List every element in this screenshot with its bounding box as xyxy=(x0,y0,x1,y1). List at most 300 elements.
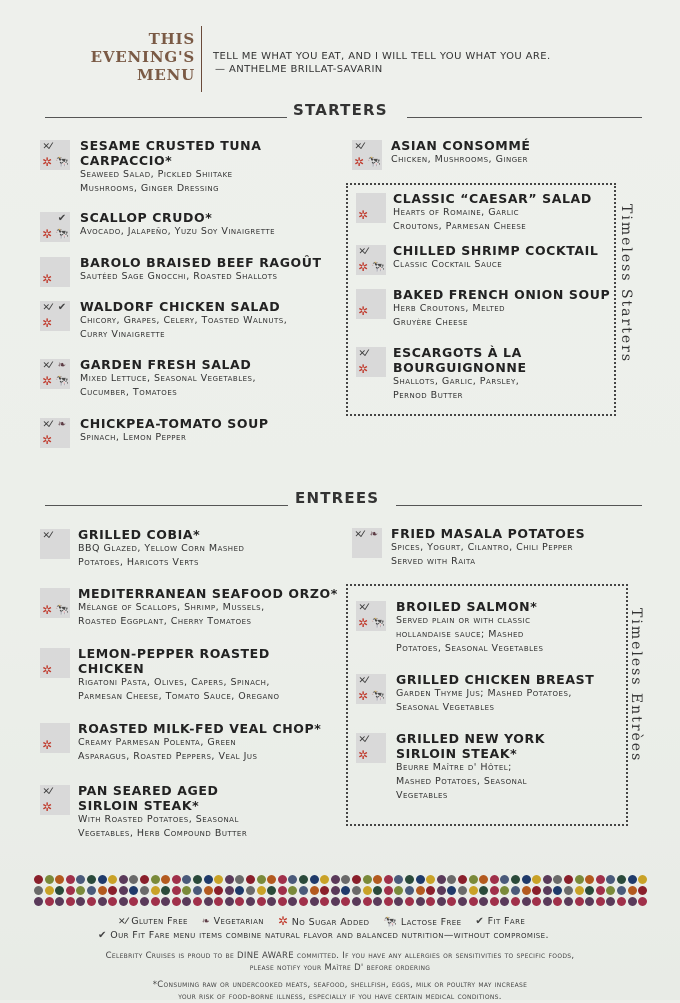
decorative-dot xyxy=(500,897,509,906)
decorative-dot xyxy=(204,875,213,884)
decorative-dot xyxy=(151,897,160,906)
menu-item-description: Chicken, Mushrooms, Ginger xyxy=(391,154,528,165)
menu-item-description: Parmesan Cheese, Tomato Sauce, Oregano xyxy=(78,691,280,702)
decorative-dot xyxy=(108,897,117,906)
menu-item-title: PAN SEARED AGED xyxy=(78,783,219,798)
decorative-dot xyxy=(469,897,478,906)
menu-item-description: Seaweed Salad, Pickled Shiitake xyxy=(80,169,233,180)
decorative-dot xyxy=(288,897,297,906)
decorative-dot xyxy=(288,886,297,895)
warning-line-1: *Consuming raw or undercooked meats, seafood, shellfish, eggs, milk or poultry may increase xyxy=(152,980,528,990)
decorative-dot xyxy=(246,886,255,895)
decorative-dot xyxy=(140,897,149,906)
decorative-dot xyxy=(458,897,467,906)
dietary-icons xyxy=(40,359,70,389)
menu-item-text xyxy=(391,138,651,167)
no-sugar-icon: ✲ xyxy=(41,374,53,388)
decorative-dot xyxy=(437,897,446,906)
decorative-dot xyxy=(66,886,75,895)
cow-icon: 🐄 xyxy=(371,616,385,629)
title-line-1: THIS xyxy=(148,30,195,48)
menu-item-title: BAROLO BRAISED BEEF RAGOÛT xyxy=(80,255,322,270)
no-sugar-icon: ✲ xyxy=(41,433,53,447)
decorative-dot xyxy=(161,897,170,906)
menu-item-text xyxy=(80,357,340,400)
decorative-dot xyxy=(405,897,414,906)
decorative-dot xyxy=(628,897,637,906)
dietary-icons xyxy=(352,528,382,558)
starters-rule-right xyxy=(407,117,642,118)
menu-item-text xyxy=(80,138,340,196)
decorative-dot xyxy=(373,875,382,884)
no-sugar-icon: ✲ xyxy=(357,689,369,703)
decorative-dot xyxy=(235,897,244,906)
decorative-dot xyxy=(469,875,478,884)
dietary-icons xyxy=(356,733,386,763)
decorative-dot xyxy=(479,875,488,884)
menu-item-text xyxy=(393,287,653,330)
menu-item-description: Creamy Parmesan Polenta, Green xyxy=(78,737,237,748)
menu-item-text xyxy=(78,646,338,704)
menu-item-description: BBQ Glazed, Yellow Corn Mashed xyxy=(78,543,245,554)
decorative-dot xyxy=(638,875,647,884)
decorative-dot xyxy=(299,886,308,895)
decorative-dot xyxy=(606,886,615,895)
decorative-dot xyxy=(458,875,467,884)
gluten-free-icon: ✕⁄ xyxy=(354,530,364,540)
starters-rule-left xyxy=(45,117,287,118)
decorative-dot xyxy=(193,875,202,884)
dietary-icons xyxy=(356,674,386,704)
legend-gluten-free-label: Gluten Free xyxy=(131,915,188,927)
decorative-dot xyxy=(129,897,138,906)
gluten-free-icon: ✕⁄ xyxy=(42,420,52,430)
decorative-dot xyxy=(384,875,393,884)
decorative-dot xyxy=(522,886,531,895)
title-line-2: EVENING'S xyxy=(90,48,195,66)
decorative-dot xyxy=(66,897,75,906)
legend-row xyxy=(118,914,618,928)
menu-item-description: Mélange of Scallops, Shrimp, Mussels, xyxy=(78,602,265,613)
decorative-dot xyxy=(34,886,43,895)
menu-item-text xyxy=(78,783,338,841)
dietary-icons xyxy=(40,723,70,753)
decorative-dot xyxy=(511,886,520,895)
timeless-entrees-label: Timeless Entrèes xyxy=(628,608,644,763)
no-sugar-icon: ✲ xyxy=(41,738,53,752)
menu-item-description: Served with Raita xyxy=(391,556,476,567)
decorative-dot xyxy=(522,875,531,884)
decorative-dot xyxy=(553,886,562,895)
dietary-icons xyxy=(40,785,70,815)
decorative-dot xyxy=(119,875,128,884)
decorative-dot xyxy=(161,875,170,884)
decorative-dot xyxy=(225,897,234,906)
decorative-dot xyxy=(426,875,435,884)
menu-item-description: Spinach, Lemon Pepper xyxy=(80,432,187,443)
menu-item-title: GARDEN FRESH SALAD xyxy=(80,357,252,372)
menu-item-description: Beurre Maître d' Hôtel; xyxy=(396,762,512,773)
vegetarian-icon: ❧ xyxy=(57,360,67,371)
menu-item-title: GRILLED CHICKEN BREAST xyxy=(396,672,595,687)
decorative-dot xyxy=(34,875,43,884)
decorative-dot xyxy=(108,886,117,895)
menu-item-description: Asparagus, Roasted Peppers, Veal Jus xyxy=(78,751,258,762)
menu-item-description: Curry Vinaigrette xyxy=(80,329,166,340)
decorative-dot xyxy=(193,886,202,895)
decorative-dot xyxy=(352,875,361,884)
gluten-free-icon: ✕⁄ xyxy=(358,735,368,745)
decorative-dot xyxy=(34,897,43,906)
fit-fare-icon: ✔ xyxy=(475,915,485,927)
decorative-dot xyxy=(405,886,414,895)
menu-item-text xyxy=(396,731,656,803)
menu-item-description: Chicory, Grapes, Celery, Toasted Walnuts, xyxy=(80,315,288,326)
dietary-icons xyxy=(356,245,386,275)
decorative-dot xyxy=(172,897,181,906)
decorative-dot xyxy=(522,897,531,906)
decorative-dot xyxy=(437,886,446,895)
menu-item-text xyxy=(396,672,656,715)
decorative-dot xyxy=(447,886,456,895)
decorative-dot xyxy=(55,897,64,906)
decorative-dot xyxy=(532,897,541,906)
legend-no-sugar-label: No Sugar Added xyxy=(291,917,370,928)
decorative-dot xyxy=(172,886,181,895)
cow-icon: 🐄 xyxy=(55,374,69,387)
decorative-dot xyxy=(628,886,637,895)
decorative-dot xyxy=(585,886,594,895)
decorative-dot xyxy=(532,886,541,895)
decorative-dot xyxy=(394,875,403,884)
dietary-icons xyxy=(40,529,70,559)
menu-item-text xyxy=(393,243,653,272)
decorative-dot xyxy=(246,897,255,906)
menu-item-description: Pernod Butter xyxy=(393,390,464,401)
menu-item-title-cont: SIRLOIN STEAK* xyxy=(78,798,200,813)
decorative-dot xyxy=(235,875,244,884)
decorative-dot xyxy=(55,886,64,895)
menu-item-title: ROASTED MILK-FED VEAL CHOP* xyxy=(78,721,322,736)
decorative-dot xyxy=(151,875,160,884)
menu-item-description: Croutons, Parmesan Cheese xyxy=(393,221,527,232)
dietary-icons xyxy=(356,347,386,377)
decorative-dot xyxy=(66,875,75,884)
decorative-dot xyxy=(331,897,340,906)
decorative-dot xyxy=(87,886,96,895)
decorative-dot xyxy=(98,897,107,906)
decorative-dot xyxy=(447,897,456,906)
menu-item-description: Gruyère Cheese xyxy=(393,317,468,328)
decorative-dot xyxy=(638,886,647,895)
menu-item-text xyxy=(80,299,340,342)
decorative-dot xyxy=(172,875,181,884)
decorative-dot xyxy=(129,886,138,895)
decorative-dot xyxy=(596,886,605,895)
decorative-dot xyxy=(394,886,403,895)
decorative-dot xyxy=(182,875,191,884)
decorative-dot xyxy=(490,875,499,884)
decorative-dot xyxy=(564,875,573,884)
decorative-dot xyxy=(596,875,605,884)
fit-fare-note xyxy=(98,930,618,941)
decorative-dot xyxy=(299,897,308,906)
decorative-dot xyxy=(384,897,393,906)
decorative-dot xyxy=(458,886,467,895)
menu-item-title: BAKED FRENCH ONION SOUP xyxy=(393,287,611,302)
decorative-dot xyxy=(394,897,403,906)
decorative-dot xyxy=(596,897,605,906)
timeless-starters-label: Timeless Starters xyxy=(618,204,634,364)
menu-item-title: MEDITERRANEAN SEAFOOD ORZO* xyxy=(78,586,338,601)
decorative-dot xyxy=(246,875,255,884)
dietary-icons xyxy=(40,257,70,287)
legend-vegetarian-label: Vegetarian xyxy=(213,915,264,927)
cow-icon: 🐄 xyxy=(367,155,381,168)
dietary-icons xyxy=(40,648,70,678)
fit-fare-icon: ✔ xyxy=(57,213,67,224)
menu-item-description: Avocado, Jalapeño, Yuzu Soy Vinaigrette xyxy=(80,226,276,237)
menu-item-description: Seasonal Vegetables xyxy=(396,702,495,713)
cow-icon: 🐄 xyxy=(55,227,69,240)
decorative-dot xyxy=(416,897,425,906)
menu-item-text xyxy=(80,210,340,239)
decorative-dot xyxy=(288,875,297,884)
gluten-free-icon: ✕⁄ xyxy=(42,787,52,797)
gluten-free-icon: ✕⁄ xyxy=(358,603,368,613)
decorative-dot xyxy=(225,886,234,895)
decorative-dot xyxy=(204,886,213,895)
decorative-dot xyxy=(129,875,138,884)
decorative-dot xyxy=(479,886,488,895)
menu-item-description: Mushrooms, Ginger Dressing xyxy=(80,183,220,194)
menu-item-description: Cucumber, Tomatoes xyxy=(80,387,178,398)
dietary-icons xyxy=(40,140,70,170)
decorative-dot xyxy=(575,875,584,884)
menu-item-title-cont: BOURGUIGNONNE xyxy=(393,360,527,375)
decorative-dot xyxy=(352,886,361,895)
decorative-dot xyxy=(267,875,276,884)
decorative-dot xyxy=(225,875,234,884)
no-sugar-icon: ✲ xyxy=(357,362,369,376)
no-sugar-icon: ✲ xyxy=(41,316,53,330)
decorative-dot xyxy=(193,897,202,906)
decorative-dot xyxy=(119,886,128,895)
decorative-dot xyxy=(617,897,626,906)
dietary-icons xyxy=(40,301,70,331)
decorative-dot xyxy=(543,875,552,884)
decorative-dot xyxy=(341,886,350,895)
legend-vegetarian xyxy=(202,916,264,927)
dietary-icons xyxy=(352,140,382,170)
decorative-dot xyxy=(140,886,149,895)
decorative-dot xyxy=(437,875,446,884)
decorative-dot xyxy=(416,886,425,895)
no-sugar-icon: ✲ xyxy=(41,155,53,169)
decorative-dot xyxy=(479,897,488,906)
menu-item-description: hollandaise sauce; Mashed xyxy=(396,629,524,640)
menu-item-description: Potatoes, Haricots Verts xyxy=(78,557,199,568)
legend-no-sugar xyxy=(278,914,369,928)
gluten-free-icon: ✕⁄ xyxy=(358,247,368,257)
decorative-dot xyxy=(469,886,478,895)
decorative-dot xyxy=(490,886,499,895)
decorative-dot xyxy=(310,886,319,895)
gluten-free-icon: ✕⁄ xyxy=(42,361,52,371)
decorative-dot xyxy=(617,886,626,895)
decorative-dot xyxy=(257,897,266,906)
menu-item-title: FRIED MASALA POTATOES xyxy=(391,526,586,541)
decorative-dot xyxy=(267,886,276,895)
gluten-free-icon: ✕⁄ xyxy=(358,349,368,359)
dietary-icons xyxy=(40,418,70,448)
gluten-free-icon: ✕⁄ xyxy=(42,142,52,152)
menu-item-description: Mashed Potatoes, Seasonal xyxy=(396,776,528,787)
allergy-notice xyxy=(30,950,650,974)
menu-item-title: SESAME CRUSTED TUNA xyxy=(80,138,262,153)
decorative-dot xyxy=(606,875,615,884)
decorative-dot xyxy=(426,886,435,895)
fit-fare-note-text: Our Fit Fare menu items combine natural flavor and balanced nutrition—without compromise. xyxy=(110,930,549,941)
decorative-dot xyxy=(235,886,244,895)
menu-item-title-cont: CARPACCIO* xyxy=(80,153,173,168)
menu-item-title: SCALLOP CRUDO* xyxy=(80,210,213,225)
decorative-dot xyxy=(76,897,85,906)
decorative-dot xyxy=(341,875,350,884)
quote-attribution: — ANTHELME BRILLAT-SAVARIN xyxy=(215,64,383,75)
decorative-dot xyxy=(575,897,584,906)
cow-icon: 🐄 xyxy=(383,914,398,928)
decorative-dot xyxy=(278,875,287,884)
menu-item-description: With Roasted Potatoes, Seasonal xyxy=(78,814,239,825)
menu-item-text xyxy=(391,526,651,569)
decorative-dot xyxy=(585,897,594,906)
cow-icon: 🐄 xyxy=(55,603,69,616)
dietary-icons xyxy=(356,289,386,319)
no-sugar-icon: ✲ xyxy=(41,227,53,241)
decorative-dot xyxy=(299,875,308,884)
decorative-dot xyxy=(363,875,372,884)
menu-item-title: CHICKPEA-TOMATO SOUP xyxy=(80,416,269,431)
decorative-dot xyxy=(267,897,276,906)
decorative-dot xyxy=(320,875,329,884)
menu-item-title: ESCARGOTS À LA xyxy=(393,345,522,360)
menu-item-text xyxy=(78,586,338,629)
menu-item-description: Potatoes, Seasonal Vegetables xyxy=(396,643,544,654)
decorative-dot xyxy=(553,897,562,906)
decorative-dot xyxy=(108,875,117,884)
decorative-dot xyxy=(405,875,414,884)
decorative-dot xyxy=(98,886,107,895)
decorative-dot xyxy=(553,875,562,884)
menu-item-text xyxy=(78,721,338,764)
menu-item-title: BROILED SALMON* xyxy=(396,599,538,614)
decorative-dot xyxy=(87,897,96,906)
legend-lactose-free xyxy=(383,915,461,928)
dietary-icons xyxy=(40,212,70,242)
no-sugar-icon: ✲ xyxy=(357,616,369,630)
decorative-dot xyxy=(45,897,54,906)
decorative-dot xyxy=(585,875,594,884)
decorative-dot xyxy=(416,875,425,884)
no-sugar-icon: ✲ xyxy=(41,663,53,677)
no-sugar-icon: ✲ xyxy=(277,914,289,928)
decorative-dot xyxy=(320,886,329,895)
decorative-dot xyxy=(76,886,85,895)
no-sugar-icon: ✲ xyxy=(353,155,365,169)
menu-item-description: Roasted Eggplant, Cherry Tomatoes xyxy=(78,616,252,627)
menu-item-description: Sautéed Sage Gnocchi, Roasted Shallots xyxy=(80,271,278,282)
menu-item-text xyxy=(396,599,656,656)
quote-text: TELL ME WHAT YOU EAT, AND I WILL TELL YOU WHAT YOU ARE. xyxy=(213,51,551,62)
menu-item-description: Mixed Lettuce, Seasonal Vegetables, xyxy=(80,373,257,384)
no-sugar-icon: ✲ xyxy=(357,260,369,274)
vegetarian-icon: ❧ xyxy=(57,419,67,430)
starters-heading: STARTERS xyxy=(293,101,388,119)
menu-title xyxy=(60,30,195,84)
decorative-dot xyxy=(363,886,372,895)
decorative-dot xyxy=(384,886,393,895)
decorative-dot xyxy=(331,886,340,895)
warning-line-2: your risk of food-borne illness, especially if you have certain medical conditions. xyxy=(178,992,502,1002)
vegetarian-icon: ❧ xyxy=(201,915,211,927)
legend-gluten-free xyxy=(118,916,188,927)
decorative-dot xyxy=(543,886,552,895)
header-quote xyxy=(213,50,633,76)
menu-item-title: LEMON-PEPPER ROASTED xyxy=(78,646,270,661)
menu-item-description: Spices, Yogurt, Cilantro, Chili Pepper xyxy=(391,542,573,553)
menu-item-text xyxy=(80,255,340,284)
decorative-dot xyxy=(214,897,223,906)
menu-item-title-cont: SIRLOIN STEAK* xyxy=(396,746,518,761)
decorative-dot xyxy=(278,897,287,906)
entrees-rule-left xyxy=(45,505,288,506)
menu-item-description: Classic Cocktail Sauce xyxy=(393,259,503,270)
menu-item-description: Herb Croutons, Melted xyxy=(393,303,506,314)
decorative-dot xyxy=(310,897,319,906)
decorative-dot xyxy=(543,897,552,906)
title-line-3: MENU xyxy=(136,66,195,84)
decorative-dot xyxy=(575,886,584,895)
decorative-dot xyxy=(500,886,509,895)
decorative-dot xyxy=(151,886,160,895)
gluten-free-icon: ✕⁄ xyxy=(42,303,52,313)
decorative-dot xyxy=(320,897,329,906)
menu-item-text xyxy=(393,345,653,403)
no-sugar-icon: ✲ xyxy=(41,603,53,617)
menu-item-description: Vegetables, Herb Compound Butter xyxy=(78,828,248,839)
decorative-dot xyxy=(511,875,520,884)
decorative-dot xyxy=(214,886,223,895)
decorative-dot xyxy=(45,886,54,895)
decorative-dot xyxy=(98,875,107,884)
decorative-dot xyxy=(182,897,191,906)
decorative-dot xyxy=(426,897,435,906)
decorative-dot xyxy=(257,875,266,884)
decorative-dot xyxy=(140,875,149,884)
decorative-dot xyxy=(87,875,96,884)
menu-item-description: Hearts of Romaine, Garlic xyxy=(393,207,520,218)
decorative-dot xyxy=(214,875,223,884)
legend-fit-fare xyxy=(475,916,525,927)
decorative-dot xyxy=(617,875,626,884)
vegetarian-icon: ❧ xyxy=(369,529,379,540)
decorative-dot xyxy=(341,897,350,906)
dietary-icons xyxy=(356,193,386,223)
decorative-dot xyxy=(628,875,637,884)
header-divider xyxy=(201,26,202,92)
menu-item-title: GRILLED COBIA* xyxy=(78,527,201,542)
